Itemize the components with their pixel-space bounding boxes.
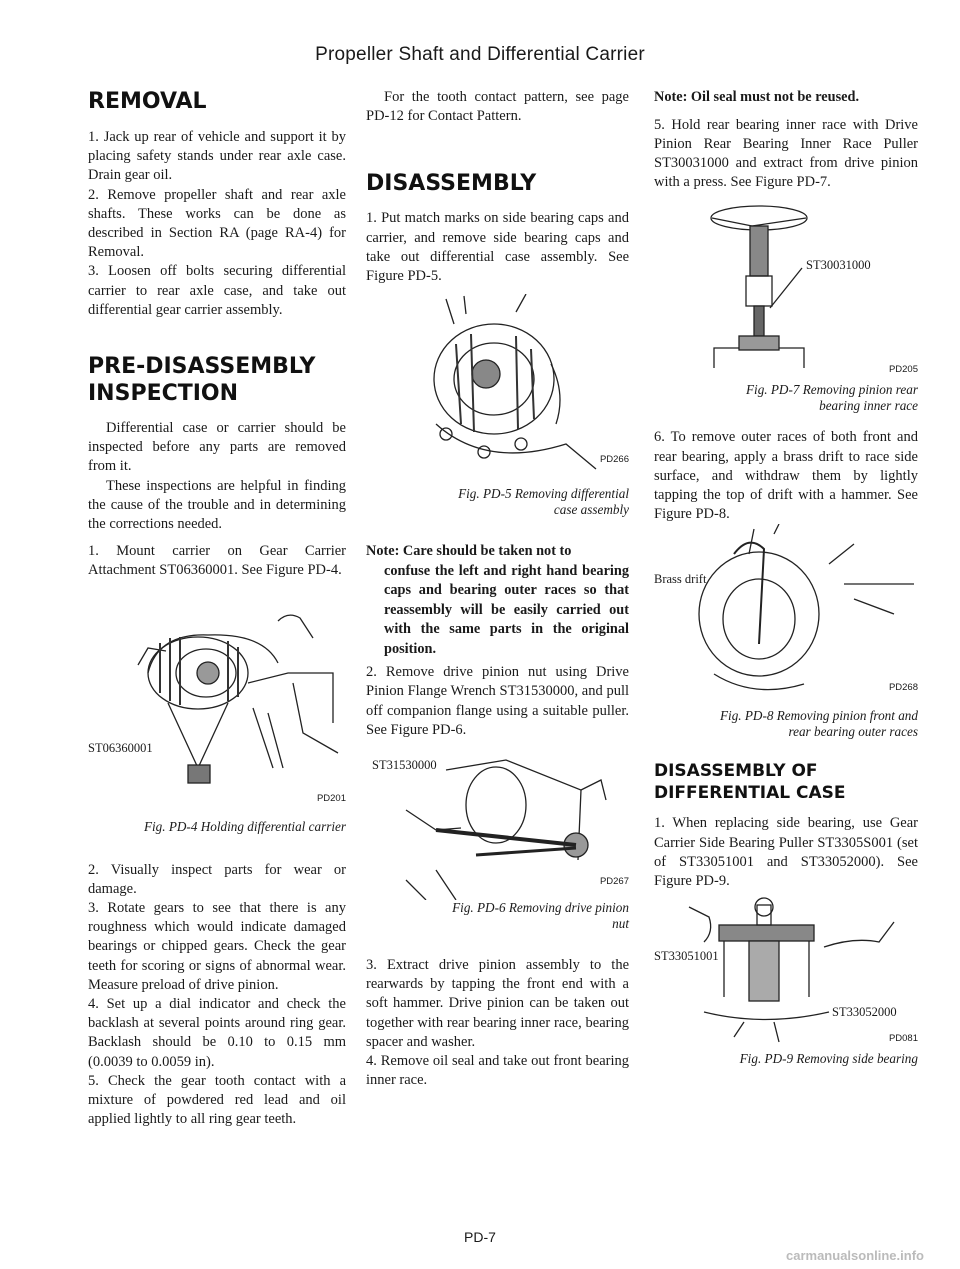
brass-drift-illustration [654,524,918,694]
watermark: carmanualsonline.info [786,1248,924,1263]
predis-paragraph-2: These inspections are helpful in finding the cause of the trouble and in determining the corrections needed. [88,477,346,533]
fig9-caption: Fig. PD-9 Removing side bearing [739,1051,918,1067]
fig8-caption-2: rear bearing outer races [788,724,918,740]
disassembly-step-4: 4. Remove oil seal and take out front bearing inner race. [366,1053,629,1089]
fig8-tool-label: Brass drift [654,572,707,587]
fig9-code: PD081 [888,1033,918,1045]
figure-pd9 [654,897,918,1047]
removal-heading: REMOVAL [88,89,207,114]
removal-step-2: 2. Remove propeller shaft and rear axle shafts. These works can be done as described in Section RA (page RA-4) for Removal. [88,186,346,261]
column-1 [88,88,346,1130]
differential-case-illustration [366,294,629,474]
contact-pattern-intro: For the tooth contact pattern, see page PD-12 for Contact Pattern. [366,89,629,125]
fig8-caption-1: Fig. PD-8 Removing pinion front and [719,708,918,724]
disassembly-step-2: 2. Remove drive pinion nut using Drive Pinion Flange Wrench ST31530000, and pull off companion flange using a suitable puller. See Figure PD-6. [366,664,629,738]
predis-step-3: 3. Rotate gears to see that there is any roughness which would indicate damaged bearings or chipped gears. Check the gear teeth for scoring or signs of abnormal wear. Measure preload of drive pinion. [88,900,346,993]
fig6-caption-2: nut [612,916,629,932]
disassembly-step-6: 6. To remove outer races of both front and rear bearing, apply a brass drift to race side surface, and withdraw them by lightly tapping the top of drift with a hammer. See Figure PD-8. [654,429,918,523]
figure-pd8 [654,524,918,694]
fig6-code: PD267 [599,876,629,888]
column-2 [366,88,629,1090]
diff-case-heading-2: DIFFERENTIAL CASE [654,783,846,804]
predis-step-2: 2. Visually inspect parts for wear or damage. [88,861,346,897]
page-number: PD-7 [464,1229,496,1245]
fig9-tool-label-1: ST33051001 [654,949,719,964]
figure-pd7 [654,198,918,376]
disassembly-step-3: 3. Extract drive pinion assembly to the rearwards by tapping the front end with a soft hammer. Drive pinion can be taken out together with rear bearing inner race, bearing spacer and washer. [366,957,629,1050]
removal-step-3: 3. Loosen off bolts securing differential carrier to rear axle case, and take out differential gear carrier assembly. [88,263,346,318]
fig9-tool-label-2: ST33052000 [832,1005,897,1020]
column-3 [654,88,918,1067]
fig5-caption-2: case assembly [553,502,629,518]
fig6-tool-label: ST31530000 [372,758,437,773]
figure-pd5 [366,294,629,474]
fig6-caption-1: Fig. PD-6 Removing drive pinion [452,900,629,916]
fig7-code: PD205 [888,364,918,376]
disassembly-heading: DISASSEMBLY [366,171,537,197]
pre-disassembly-heading-2: INSPECTION [88,381,239,407]
figure-pd4 [88,593,346,811]
fig4-tool-label: ST06360001 [88,740,153,755]
note-bearing-caps [366,542,629,659]
note-bearing-caps-body: confuse the left and right hand bearing caps and bearing outer races so that reassembly will be easily carried out with the same parts in the original position. [384,562,629,657]
predis-step-4: 4. Set up a dial indicator and check the backlash at several points around ring gear. Backlash should be 0.10 to 0.15 mm (0.0039 to 0.0059 in). [88,996,346,1070]
predis-step-1: 1. Mount carrier on Gear Carrier Attachment ST06360001. See Figure PD-4. [88,543,346,579]
predis-paragraph-1: Differential case or carrier should be inspected before any parts are removed from it. [88,420,346,475]
oil-seal-note: Note: Oil seal must not be reused. [654,89,860,105]
removal-step-1: 1. Jack up rear of vehicle and support it by placing safety stands under rear axle case. Drain gear oil. [88,129,346,184]
bearing-puller-illustration [654,198,918,376]
fig4-caption: Fig. PD-4 Holding differential carrier [143,818,346,834]
differential-carrier-illustration [88,593,346,811]
fig5-code: PD266 [599,454,629,466]
page-header: Propeller Shaft and Differential Carrier [315,44,645,65]
note-bearing-caps-lead: Note: Care should be taken not to [366,543,572,560]
diff-case-heading-1: DISASSEMBLY OF [654,761,818,782]
fig8-code: PD268 [888,682,918,694]
disassembly-step-5: 5. Hold rear bearing inner race with Drive Pinion Rear Bearing Inner Race Puller ST30031000 and extract from drive pinion with a press. See Figure PD-7. [654,116,918,191]
fig7-caption-2: bearing inner race [819,398,918,414]
pre-disassembly-heading-1: PRE-DISASSEMBLY [88,354,316,380]
fig7-caption-1: Fig. PD-7 Removing pinion rear [745,382,918,398]
figure-pd6 [366,750,629,900]
fig7-tool-label: ST30031000 [806,258,871,273]
fig5-caption-1: Fig. PD-5 Removing differential [458,486,629,502]
diff-case-step-1: 1. When replacing side bearing, use Gear Carrier Side Bearing Puller ST3305S001 (set of ST33051001 and ST33052000). See Figure PD-9. [654,815,918,889]
predis-step-5: 5. Check the gear tooth contact with a mixture of powdered red lead and oil applied lightly to all ring gear teeth. [88,1072,346,1128]
fig4-code: PD201 [316,792,346,804]
disassembly-step-1: 1. Put match marks on side bearing caps and carrier, and remove side bearing caps and take out differential case assembly. See Figure PD-5. [366,210,629,285]
side-bearing-puller-illustration [654,897,918,1047]
